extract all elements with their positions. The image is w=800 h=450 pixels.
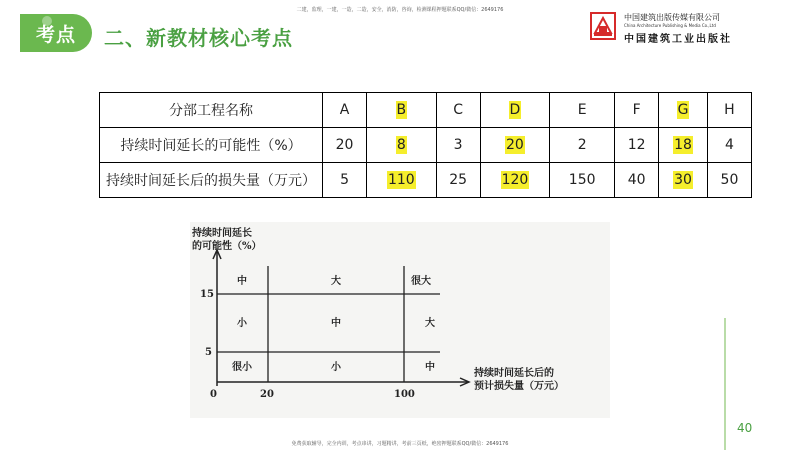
x-axis-label-line1: 持续时间延长后的 <box>474 368 554 379</box>
bottom-watermark: 免费获取辅导，完全内训，考点串讲，习题精讲，考前三页纸，绝密押题联系QQ/微信：2649176 <box>291 441 509 447</box>
table-cell: 40 <box>615 163 659 198</box>
table-cell: 30 <box>659 163 708 198</box>
table-row <box>100 128 752 163</box>
publisher-name-en: China Architecture Publishing & Media Co.,Ltd <box>624 23 716 28</box>
table-cell: 150 <box>550 163 615 198</box>
page-title: 二、新教材核心考点 <box>104 26 293 50</box>
column-header: B <box>367 93 437 128</box>
row-label: 持续时间延长后的损失量（万元） <box>100 163 323 198</box>
cell-high-high: 很大 <box>411 276 431 287</box>
column-header: C <box>436 93 480 128</box>
x-tick-100: 100 <box>394 389 415 400</box>
origin-label: 0 <box>210 389 217 400</box>
badge-label: 考点 <box>35 23 76 46</box>
publisher-calligraphy-name: 中国建筑工业出版社 <box>624 34 732 45</box>
column-header: F <box>615 93 659 128</box>
y-axis-label-line2: 的可能性（%） <box>192 241 262 252</box>
y-axis-label-line1: 持续时间延长 <box>192 228 252 239</box>
top-watermark: 二建，监理，一建，一造，二造，安全，消防，咨询，检测课程押题联系QQ/微信：2649176 <box>296 7 504 13</box>
cell-low-high: 中 <box>425 362 435 373</box>
table-cell: 25 <box>436 163 480 198</box>
y-tick-15: 15 <box>200 289 214 300</box>
x-axis-label-line2: 预计损失量（万元） <box>474 381 564 392</box>
y-tick-5: 5 <box>205 347 212 358</box>
column-header: D <box>480 93 550 128</box>
table-cell: 4 <box>707 128 751 163</box>
cell-low-low: 很小 <box>232 362 252 373</box>
table-cell: 110 <box>367 163 437 198</box>
cell-mid-high: 大 <box>425 318 435 329</box>
cell-high-mid: 大 <box>331 276 341 287</box>
badge-decoration <box>42 16 52 26</box>
cell-mid-mid: 中 <box>331 318 341 329</box>
column-header: H <box>707 93 751 128</box>
x-tick-20: 20 <box>260 389 274 400</box>
publisher-logo <box>590 10 790 44</box>
table-cell: 20 <box>323 128 367 163</box>
publisher-emblem-icon <box>590 12 616 40</box>
page-number: 40 <box>737 421 753 435</box>
risk-matrix-svg <box>190 222 610 418</box>
column-header: E <box>550 93 615 128</box>
cell-mid-low: 小 <box>237 318 247 329</box>
section-badge <box>20 14 92 52</box>
table-cell: 5 <box>323 163 367 198</box>
table-cell: 120 <box>480 163 550 198</box>
publisher-name: 中国建筑出版传媒有限公司 <box>624 13 720 22</box>
row-label: 持续时间延长的可能性（%） <box>100 128 323 163</box>
risk-matrix-figure <box>190 222 610 418</box>
cell-low-mid: 小 <box>331 362 341 373</box>
risk-data-table <box>99 92 752 198</box>
decorative-divider <box>724 318 726 450</box>
column-header: G <box>659 93 708 128</box>
table-cell: 2 <box>550 128 615 163</box>
table-row <box>100 163 752 198</box>
table-cell: 20 <box>480 128 550 163</box>
cell-high-low: 中 <box>237 276 247 287</box>
column-header: A <box>323 93 367 128</box>
table-header-row <box>100 93 752 128</box>
table-header-label: 分部工程名称 <box>100 93 323 128</box>
table-cell: 18 <box>659 128 708 163</box>
table-cell: 12 <box>615 128 659 163</box>
table-cell: 8 <box>367 128 437 163</box>
table-cell: 3 <box>436 128 480 163</box>
table-cell: 50 <box>707 163 751 198</box>
